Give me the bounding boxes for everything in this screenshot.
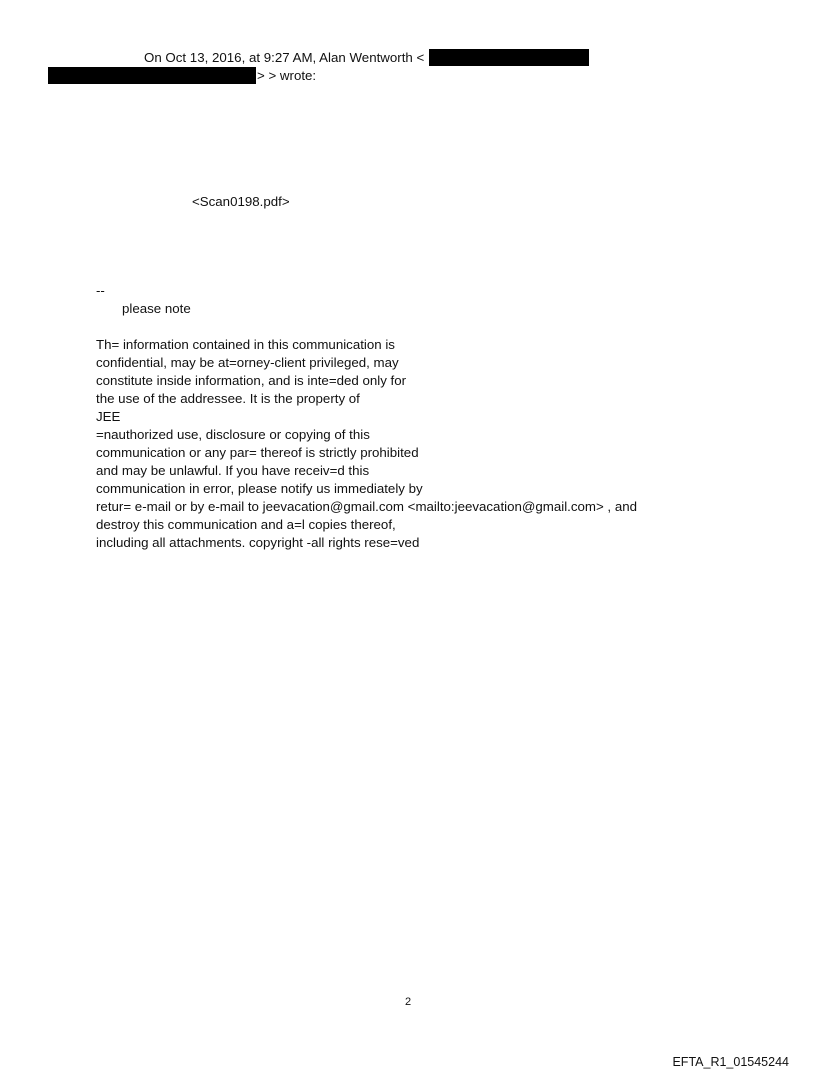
please-note-label: please note [122, 301, 191, 316]
disclaimer-line: =nauthorized use, disclosure or copying of this [96, 427, 370, 442]
disclaimer-line: retur= e-mail or by e-mail to jeevacation@gmail.com <mailto:jeevacation@gmail.com> , and [96, 499, 638, 514]
disclaimer-line: Th= information contained in this communication is [96, 337, 395, 352]
email-header-line-2: > > wrote: [257, 68, 317, 83]
document-id: EFTA_R1_01545244 [672, 1055, 789, 1069]
signature-separator: -- [96, 283, 105, 298]
redaction-box-1 [429, 49, 589, 66]
disclaimer-line: and may be unlawful. If you have receiv=d this [96, 463, 370, 478]
disclaimer-line: confidential, may be at=orney-client privileged, may [96, 355, 399, 370]
email-header-line-1: On Oct 13, 2016, at 9:27 AM, Alan Wentworth < [144, 50, 425, 65]
disclaimer-line: destroy this communication and a=l copies thereof, [96, 517, 396, 532]
disclaimer-line: including all attachments. copyright -all rights rese=ved [96, 535, 420, 550]
disclaimer-line: communication or any par= thereof is strictly prohibited [96, 445, 419, 460]
disclaimer-line: the use of the addressee. It is the property of [96, 391, 360, 406]
page-number: 2 [404, 996, 412, 1008]
redaction-box-2 [48, 67, 256, 84]
disclaimer-line: communication in error, please notify us immediately by [96, 481, 423, 496]
attachment-filename: <Scan0198.pdf> [192, 194, 290, 209]
disclaimer-line: JEE [96, 409, 121, 424]
disclaimer-line: constitute inside information, and is inte=ded only for [96, 373, 407, 388]
